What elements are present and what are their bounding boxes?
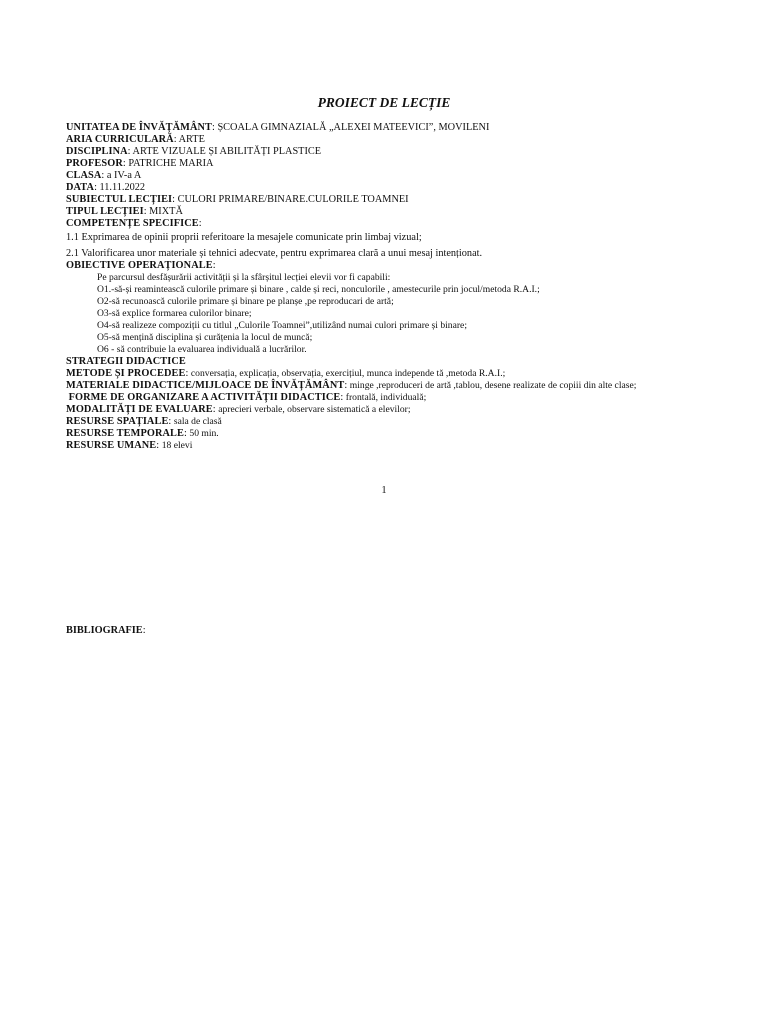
- lesson-header-block: [66, 122, 756, 452]
- field-value: a IV-a A: [106, 170, 142, 181]
- competenta-item: 1.1 Exprimarea de opinii proprii referitoare la mesajele comunicate prin limbaj vizual;: [66, 232, 422, 243]
- field-value: MIXTĂ: [149, 206, 183, 217]
- obiectiv-item: O4-să realizeze compoziții cu titlul „Culorile Toamnei”,utilizând numai culori primare și binare;: [97, 320, 467, 331]
- bibliografie-heading: BIBLIOGRAFIE:: [66, 625, 146, 636]
- field-label: BIBLIOGRAFIE: [66, 625, 143, 636]
- field-label: UNITATEA DE ÎNVĂȚĂMÂNT: [66, 122, 212, 133]
- page-title: PROIECT DE LECȚIE: [317, 95, 451, 110]
- strategii-heading: [66, 356, 756, 368]
- field-modalitati: MODALITĂȚI DE EVALUARE: aprecieri verbale, observare sistematică a elevilor;: [66, 404, 411, 415]
- field-value: ARTE VIZUALE ȘI ABILITĂȚI PLASTICE: [132, 146, 322, 157]
- field-label: MATERIALE DIDACTICE/MIJLOACE DE ÎNVĂȚĂMÂNT: [66, 380, 345, 391]
- field-aria: ARIA CURRICULARĂ: ARTE: [66, 134, 205, 145]
- field-value: frontală, individuală;: [345, 392, 427, 403]
- field-metode: METODE ȘI PROCEDEE: conversația, explicația, observația, exercițiul, munca independe tă ,metoda R.A.I.;: [66, 368, 506, 379]
- field-value: 11.11.2022: [99, 182, 146, 193]
- field-value: ȘCOALA GIMNAZIALĂ „ALEXEI MATEEVICI”, MOVILENI: [217, 122, 490, 133]
- field-data: DATA: 11.11.2022: [66, 182, 146, 193]
- field-value: PATRICHE MARIA: [128, 158, 214, 169]
- field-label: DATA: [66, 182, 95, 193]
- field-label: PROFESOR: [66, 158, 123, 169]
- obiectiv-item: O6 - să contribuie la evaluarea individuală a lucrărilor.: [97, 344, 307, 355]
- obiectiv-item: O1.-să-și reamintească culorile primare și binare , calde și reci, nonculorile , amestecurile prin jocul/metoda R.A.I.;: [97, 284, 540, 295]
- field-unitatea: UNITATEA DE ÎNVĂȚĂMÂNT: ȘCOALA GIMNAZIALĂ „ALEXEI MATEEVICI”, MOVILENI: [66, 122, 490, 133]
- field-value: conversația, explicația, observația, exercițiul, munca independe tă ,metoda R.A.I.;: [190, 368, 506, 379]
- obiectiv-item: O5-să mențină disciplina și curățenia la locul de muncă;: [97, 332, 313, 343]
- field-competente: COMPETENȚE SPECIFICE:: [66, 218, 202, 229]
- field-profesor: PROFESOR: PATRICHE MARIA: [66, 158, 214, 169]
- field-disciplina: DISCIPLINA: ARTE VIZUALE ȘI ABILITĂȚI PLASTICE: [66, 146, 322, 157]
- field-materiale: MATERIALE DIDACTICE/MIJLOACE DE ÎNVĂȚĂMÂNT: minge ,reproduceri de artă ,tablou, desene realizate de copiii din alte clase;: [66, 380, 637, 391]
- field-value: sala de clasă: [173, 416, 222, 427]
- obiective-intro: Pe parcursul desfășurării activității și la sfârșitul lecției elevii vor fi capabili:: [97, 272, 391, 283]
- field-label: RESURSE TEMPORALE: [66, 428, 184, 439]
- field-value: ARTE: [178, 134, 205, 145]
- field-value: 50 min.: [189, 428, 219, 439]
- field-value: aprecieri verbale, observare sistematică a elevilor;: [218, 404, 411, 415]
- field-resurse-umane: RESURSE UMANE: 18 elevi: [66, 440, 193, 451]
- field-label: STRATEGII DIDACTICE: [66, 356, 186, 367]
- field-clasa: CLASA: a IV-a A: [66, 170, 142, 181]
- field-label: RESURSE UMANE: [66, 440, 157, 451]
- competenta-item: 2.1 Valorificarea unor materiale și tehnici adecvate, pentru exprimarea clară a unui mesaj intenționat.: [66, 248, 483, 259]
- field-resurse-temporale: RESURSE TEMPORALE: 50 min.: [66, 428, 219, 439]
- field-label: COMPETENȚE SPECIFICE: [66, 218, 199, 229]
- field-label: SUBIECTUL LECȚIEI: [66, 194, 173, 205]
- field-value: CULORI PRIMARE/BINARE.CULORILE TOAMNEI: [177, 194, 409, 205]
- field-label: MODALITĂȚI DE EVALUARE: [66, 404, 213, 415]
- obiective-heading: OBIECTIVE OPERAȚIONALE:: [66, 260, 216, 271]
- field-value: minge ,reproduceri de artă ,tablou, desene realizate de copiii din alte clase;: [349, 380, 637, 391]
- field-label: CLASA: [66, 170, 102, 181]
- page-number: 1: [381, 485, 387, 496]
- field-label: TIPUL LECȚIEI: [66, 206, 144, 217]
- field-tipul: TIPUL LECȚIEI: MIXTĂ: [66, 206, 183, 217]
- field-label: METODE ȘI PROCEDEE: [66, 368, 186, 379]
- field-label: OBIECTIVE OPERAȚIONALE: [66, 260, 213, 271]
- field-label: DISCIPLINA: [66, 146, 128, 157]
- field-label: FORME DE ORGANIZARE A ACTIVITĂȚII DIDACTICE: [68, 392, 341, 403]
- obiectiv-item: O3-să explice formarea culorilor binare;: [97, 308, 252, 319]
- field-subiectul: SUBIECTUL LECȚIEI: CULORI PRIMARE/BINARE.CULORILE TOAMNEI: [66, 194, 409, 205]
- field-value: 18 elevi: [161, 440, 193, 451]
- field-label: RESURSE SPAȚIALE: [66, 416, 169, 427]
- field-forme: FORME DE ORGANIZARE A ACTIVITĂȚII DIDACTICE: frontală, individuală;: [68, 392, 427, 403]
- field-label: ARIA CURRICULARĂ: [66, 134, 174, 145]
- obiectiv-item: O2-să recunoască culorile primare și binare pe planșe ,pe reproducari de artă;: [97, 296, 394, 307]
- field-resurse-spatiale: RESURSE SPAȚIALE: sala de clasă: [66, 416, 222, 427]
